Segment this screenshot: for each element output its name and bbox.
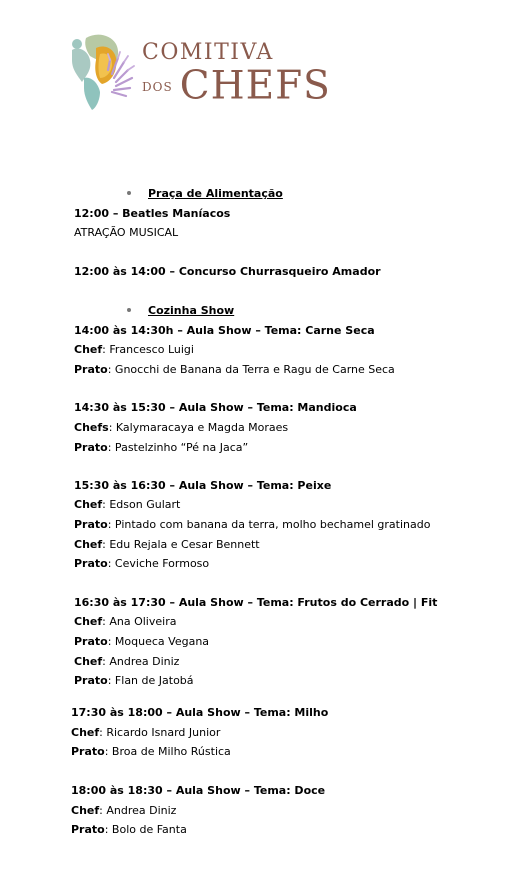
event-detail: Chef: Edu Rejala e Cesar Bennett <box>74 538 260 551</box>
event-detail: Chef: Ricardo Isnard Junior <box>71 726 221 739</box>
logo-line-comitiva: COMITIVA <box>142 40 274 65</box>
section-heading <box>127 304 234 318</box>
bullet-icon <box>127 308 131 312</box>
logo-word-chefs: CHEFS <box>179 63 331 109</box>
comitiva-dos-chefs-logo <box>66 30 336 114</box>
event-heading: 12:00 às 14:00 – Concurso Churrasqueiro Amador <box>74 265 381 278</box>
bullet-icon <box>127 191 131 195</box>
event-detail: Prato: Ceviche Formoso <box>74 557 210 570</box>
event-detail: Prato: Flan de Jatobá <box>74 674 194 687</box>
logo-wordmark <box>142 40 331 107</box>
event-heading: 17:30 às 18:00 – Aula Show – Tema: Milho <box>71 706 329 719</box>
event-detail: Chef: Andrea Diniz <box>71 804 177 817</box>
event-detail: ATRAÇÃO MUSICAL <box>74 226 179 239</box>
event-heading: 16:30 às 17:30 – Aula Show – Tema: Frutos do Cerrado | Fit <box>74 596 438 609</box>
section-title: Praça de Alimentação <box>148 187 283 200</box>
event-detail: Prato: Moqueca Vegana <box>74 635 210 648</box>
event-heading: 12:00 – Beatles Maníacos <box>74 207 231 220</box>
event-detail: Prato: Pintado com banana da terra, molho bechamel gratinado <box>74 518 431 531</box>
event-detail: Prato: Gnocchi de Banana da Terra e Ragu de Carne Seca <box>74 363 395 376</box>
event-detail: Prato: Bolo de Fanta <box>71 823 187 836</box>
event-detail: Chef: Andrea Diniz <box>74 655 180 668</box>
logo-line-chefs <box>142 63 331 109</box>
event-detail: Chef: Ana Oliveira <box>74 615 177 628</box>
section-title: Cozinha Show <box>148 304 235 317</box>
event-detail: Prato: Pastelzinho “Pé na Jaca” <box>74 441 249 454</box>
event-detail: Chefs: Kalymaracaya e Magda Moraes <box>74 421 289 434</box>
logo-word-dos: DOS <box>142 79 173 94</box>
event-detail: Chef: Edson Gulart <box>74 498 181 511</box>
event-detail: Prato: Broa de Milho Rústica <box>71 745 231 758</box>
section-heading <box>127 187 283 201</box>
event-heading: 15:30 às 16:30 – Aula Show – Tema: Peixe <box>74 479 332 492</box>
event-heading: 18:00 às 18:30 – Aula Show – Tema: Doce <box>71 784 326 797</box>
event-heading: 14:00 às 14:30h – Aula Show – Tema: Carne Seca <box>74 324 375 337</box>
event-heading: 14:30 às 15:30 – Aula Show – Tema: Mandioca <box>74 401 357 414</box>
logo-emblem-icon <box>66 30 142 114</box>
event-detail: Chef: Francesco Luigi <box>74 343 194 356</box>
